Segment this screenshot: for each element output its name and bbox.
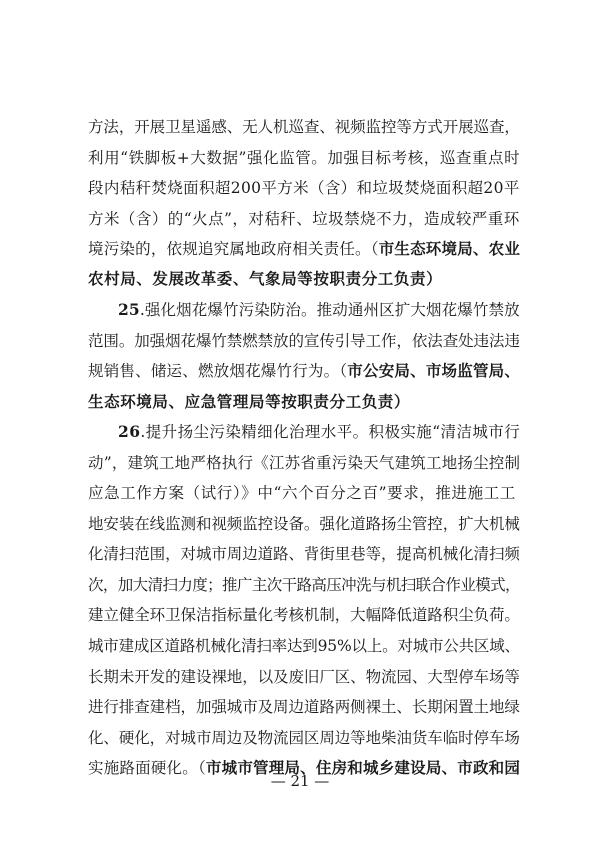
text-segment: 地安装在线监测和视频监控设备。强化道路扬尘管控，扩大机械: [88, 515, 520, 533]
text-segment: 应急工作方案（试行）》中“六个百分之百”要求，推进施工工: [88, 484, 516, 502]
text-segment: 进行排查建档，加强城市及周边道路两侧裸土、长期闲置土地绿: [88, 698, 520, 716]
page-number: — 21 —: [270, 772, 330, 790]
bold-text-segment: 26: [118, 422, 141, 441]
text-line: [88, 697, 520, 717]
text-line: [118, 300, 520, 320]
text-line: [88, 331, 520, 351]
text-segment: 建立健全环卫保洁指标量化考核机制，大幅降低道路积尘负荷。: [88, 606, 520, 624]
text-segment: 化、硬化，对城市周边及物流园区周边等地柴油货车临时停车场: [88, 729, 520, 747]
text-line: [88, 636, 520, 656]
text-segment: 实施路面硬化。（: [88, 759, 206, 777]
text-line: [88, 148, 520, 168]
bold-text-segment: 25: [118, 300, 140, 319]
text-segment: 范围。加强烟花爆竹禁燃禁放的宣传引导工作，依法查处违法违: [88, 332, 520, 350]
text-line: [88, 392, 520, 412]
text-line: [88, 544, 520, 564]
text-line: [88, 575, 520, 595]
text-line: [88, 269, 520, 289]
text-segment: 动”，建筑工地严格执行《江苏省重污染天气建筑工地扬尘控制: [88, 454, 521, 472]
text-line: [88, 728, 520, 748]
text-segment: 境污染的，依规追究属地政府相关责任。（: [88, 240, 379, 258]
text-line: [88, 667, 520, 687]
text-segment: 次，加大清扫力度；推广主次干路高压冲洗与机扫联合作业模式，: [88, 576, 520, 594]
text-line: [88, 239, 520, 259]
text-line: [88, 209, 520, 229]
text-line: [88, 361, 520, 381]
text-segment: 城市建成区道路机械化清扫率达到95%以上。对城市公共区域、: [88, 637, 520, 655]
text-segment: 利用“铁脚板+大数据”强化监管。加强目标考核，巡查重点时: [88, 149, 521, 167]
text-line: [88, 117, 520, 137]
text-line: [88, 178, 520, 198]
text-line: [88, 453, 520, 473]
text-segment: .强化烟花爆竹污染防治。推动通州区扩大烟花爆竹禁放: [139, 301, 520, 319]
bold-text-segment: 农村局、发展改革委、气象局等按职责分工负责）: [88, 269, 443, 288]
text-segment: 化清扫范围，对城市周边道路、背街里巷等，提高机械化清扫频: [88, 545, 520, 563]
text-segment: 段内秸秆焚烧面积超200平方米（含）和垃圾焚烧面积超20平: [88, 179, 520, 197]
bold-text-segment: 市城市管理局、住房和城乡建设局、市政和园: [205, 758, 521, 777]
text-segment: 方米（含）的“火点”，对秸秆、垃圾禁烧不力，造成较严重环: [88, 210, 520, 228]
text-segment: 规销售、储运、燃放烟花爆竹行为。（: [88, 362, 348, 380]
text-line: [88, 514, 520, 534]
bold-text-segment: 生态环境局、应急管理局等按职责分工负责）: [88, 392, 411, 411]
text-segment: .提升扬尘污染精细化治理水平。积极实施“清洁城市行: [140, 423, 521, 441]
text-line: [88, 483, 520, 503]
text-line: [88, 605, 520, 625]
bold-text-segment: 市生态环境局、农业: [378, 239, 521, 258]
text-segment: 方法，开展卫星遥感、无人机巡查、视频监控等方式开展巡查，: [88, 118, 520, 136]
text-line: [118, 422, 520, 442]
bold-text-segment: 市公安局、市场监管局、: [347, 361, 521, 380]
text-segment: 长期未开发的建设裸地，以及废旧厂区、物流园、大型停车场等: [88, 668, 520, 686]
